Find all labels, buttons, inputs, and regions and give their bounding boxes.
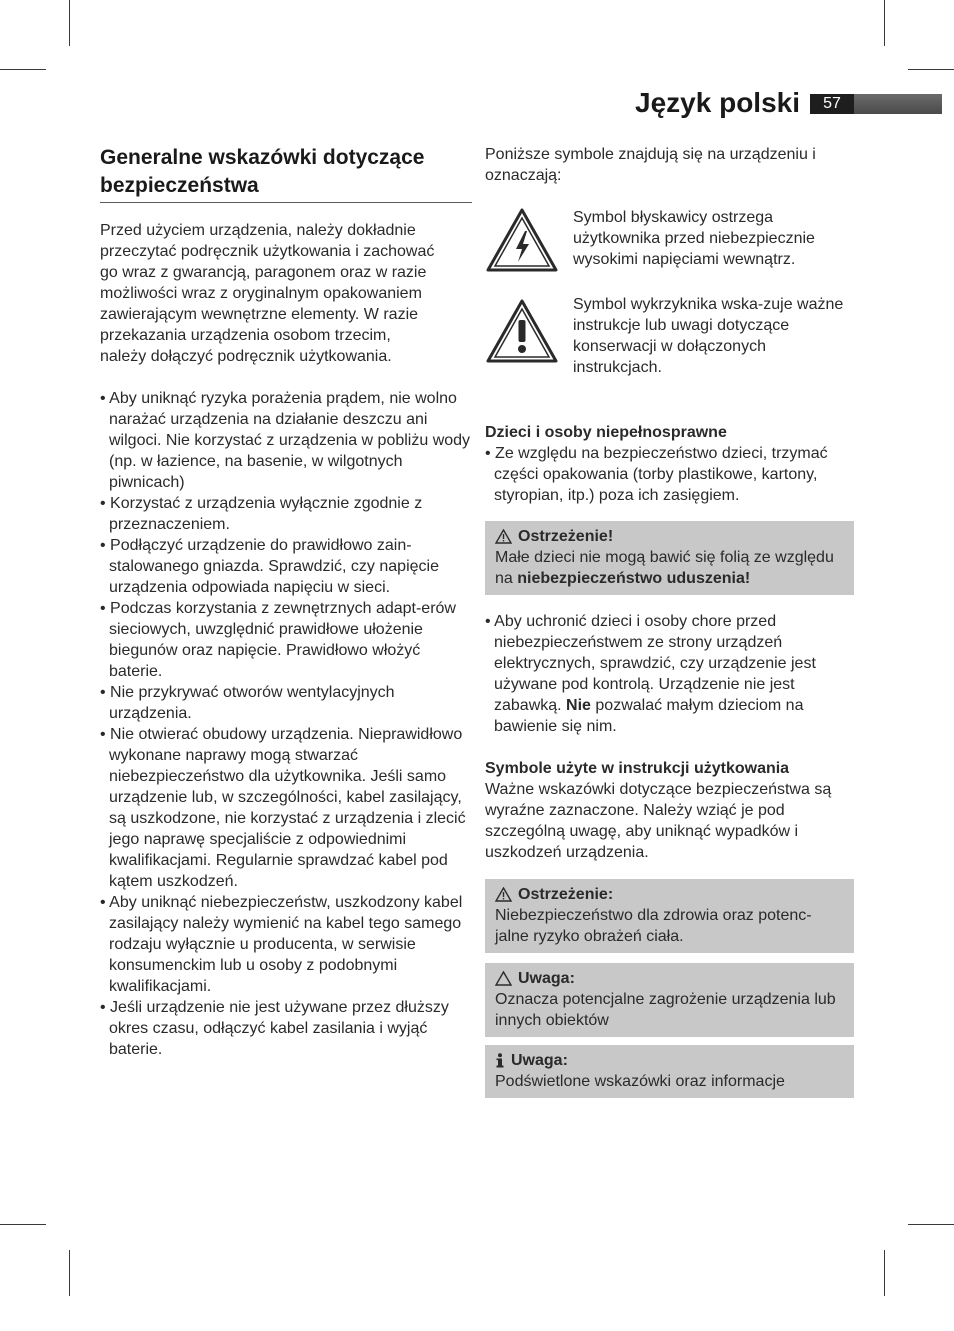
crop-mark	[908, 1224, 954, 1225]
info-note-box	[485, 1045, 854, 1098]
warning-title-text: Ostrzeżenie!	[518, 528, 614, 545]
intro-line: zawierającym wewnętrzne elementy. W razie	[100, 306, 419, 323]
symbol-description: Symbol błyskawicy ostrzega użytkownika przed niebezpiecznie wysokimi napięciami wewnątrz.	[573, 209, 815, 268]
note-box-text: Niebezpieczeństwo dla zdrowia oraz potenc-jalne ryzyko obrażeń ciała.	[495, 907, 812, 945]
children-bullet-list	[485, 443, 854, 506]
note-box-title	[495, 1050, 844, 1071]
list-item: • Aby uniknąć ryzyka porażenia prądem, nie wolno narażać urządzenia na działanie deszczu ani wilgoci. Nie korzystać z urządzenia w pobliżu wody (np. w łazience, na basenie, w wilgotnych piwnicach)	[100, 388, 472, 493]
note-box-text: Podświetlone wskazówki oraz informacje	[495, 1073, 785, 1090]
manual-symbols-heading: Symbole użyte w instrukcji użytkowania	[485, 760, 790, 777]
caution-note-box	[485, 963, 854, 1037]
crop-mark	[0, 1224, 46, 1225]
warning-triangle-icon	[495, 529, 512, 544]
list-item: • Aby uniknąć niebezpieczeństw, uszkodzony kabel zasilający należy wymienić na kabel tego samego rodzaju wyłącznie u producenta, w serwisie konsumenckim lub u osoby z podobnymi kwalifikacjami.	[100, 892, 472, 997]
note-box-text: Oznacza potencjalne zagrożenie urządzenia lub innych obiektów	[495, 991, 836, 1029]
left-column	[100, 144, 472, 1060]
list-item: • Korzystać z urządzenia wyłącznie zgodnie z przeznaczeniem.	[100, 493, 472, 535]
header-bar	[854, 94, 942, 114]
warning-box-title	[495, 526, 844, 547]
crop-mark	[884, 1250, 885, 1296]
symbol-row	[485, 207, 854, 273]
warning-text-bold: niebezpieczeństwo uduszenia!	[517, 570, 751, 587]
right-column	[485, 144, 854, 1098]
warning-note-box	[485, 879, 854, 953]
intro-line: przekazania urządzenia osobom trzecim,	[100, 327, 391, 344]
list-item	[485, 611, 854, 737]
warning-text-plain: Małe dzieci nie mogą bawić się folią ze względu na	[495, 549, 834, 587]
crop-mark	[884, 0, 885, 46]
children-heading: Dzieci i osoby niepełnosprawne	[485, 424, 727, 441]
symbols-intro: Poniższe symbole znajdują się na urządzeniu i oznaczają:	[485, 146, 816, 184]
note-box-title	[495, 884, 844, 905]
protect-text-after: pozwalać małym dzieciom na bawienie się nim.	[494, 697, 804, 735]
info-icon	[495, 1053, 505, 1068]
note-title-text: Uwaga:	[518, 970, 575, 987]
intro-paragraph	[100, 220, 472, 367]
intro-line: przeczytać podręcznik użytkowania i zachować	[100, 243, 435, 260]
symbol-description: Symbol wykrzyknika wska-zuje ważne instrukcje lub uwagi dotyczące konserwacji w dołączonych instrukcjach.	[573, 296, 844, 376]
protect-text-bold: Nie	[566, 697, 591, 714]
lightning-warning-icon	[485, 207, 573, 273]
protect-text-plain: Aby uchronić dzieci i osoby chore przed niebezpieczeństwem ze strony urządzeń elektrycznych, sprawdzić, czy urządzenie jest używane pod kontrolą. Urządzenie nie jest zabawką.	[494, 613, 816, 714]
protect-bullet-list	[485, 611, 854, 737]
list-item: • Podłączyć urządzenie do prawidłowo zain-stalowanego gniazda. Sprawdzić, czy napięcie urządzenia odpowiada napięciu w sieci.	[100, 535, 472, 598]
intro-line: go wraz z gwarancją, paragonem oraz w razie	[100, 264, 427, 281]
note-title-text: Ostrzeżenie:	[518, 886, 614, 903]
intro-line: Przed użyciem urządzenia, należy dokładnie	[100, 222, 416, 239]
crop-mark	[0, 69, 46, 70]
safety-bullet-list	[100, 388, 472, 1060]
intro-line: możliwości wraz z oryginalnym opakowaniem	[100, 285, 422, 302]
page-language-title: Język polski	[635, 87, 800, 118]
caution-triangle-icon	[495, 971, 512, 986]
symbol-row	[485, 294, 854, 378]
list-item: • Podczas korzystania z zewnętrznych adapt-erów sieciowych, uwzględnić prawidłowe ułożenie biegunów oraz napięcie. Prawidłowo włożyć baterie.	[100, 598, 472, 682]
warning-box	[485, 521, 854, 595]
crop-mark	[69, 0, 70, 46]
intro-line: należy dołączyć podręcznik użytkowania.	[100, 348, 392, 365]
warning-triangle-icon	[495, 887, 512, 902]
note-box-title	[495, 968, 844, 989]
crop-mark	[69, 1250, 70, 1296]
exclamation-warning-icon	[485, 294, 573, 364]
list-item: • Nie przykrywać otworów wentylacyjnych urządzenia.	[100, 682, 472, 724]
list-item: • Ze względu na bezpieczeństwo dzieci, trzymać części opakowania (torby plastikowe, kartony, styropian, itp.) poza ich zasięgiem.	[485, 443, 854, 506]
note-title-text: Uwaga:	[511, 1052, 568, 1069]
manual-symbols-text: Ważne wskazówki dotyczące bezpieczeństwa są wyraźne zaznaczone. Należy wziąć je pod szczególną uwagę, aby uniknąć wypadków i uszkodzeń urządzenia.	[485, 781, 832, 861]
crop-mark	[908, 69, 954, 70]
list-item: • Nie otwierać obudowy urządzenia. Nieprawidłowo wykonane naprawy mogą stwarzać niebezpieczeństwo dla użytkownika. Jeśli samo urządzenie lub, w szczególności, kabel zasilający, są uszkodzone, nie korzystać z urządzenia i zlecić jego naprawę specjaliście z odpowiednimi kwalifikacjami. Regularnie sprawdzać kabel pod kątem uszkodzeń.	[100, 724, 472, 892]
section-heading: Generalne wskazówki dotyczące bezpieczeństwa	[100, 144, 472, 203]
page-number: 57	[810, 94, 854, 114]
list-item: • Jeśli urządzenie nie jest używane przez dłuższy okres czasu, odłączyć kabel zasilania i wyjąć baterie.	[100, 997, 472, 1060]
warning-box-text	[495, 547, 844, 589]
